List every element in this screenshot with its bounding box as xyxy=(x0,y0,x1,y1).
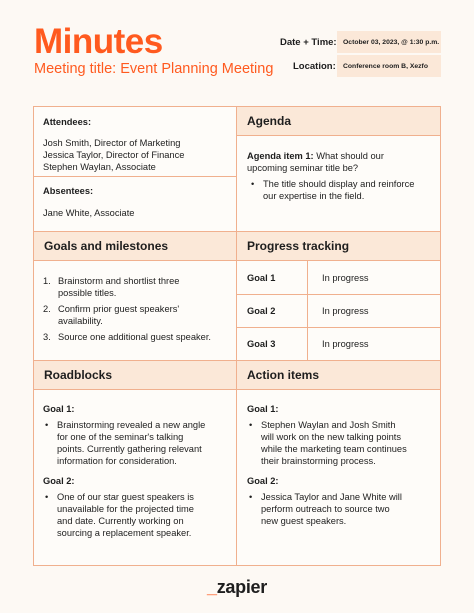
agenda-item-text-2: upcoming seminar title be? xyxy=(247,163,359,173)
progress-heading: Progress tracking xyxy=(237,232,440,260)
actions-heading: Action items xyxy=(237,361,440,389)
action-goal-2-line-1: • Jessica Taylor and Jane White will xyxy=(247,491,402,503)
roadblocks-heading: Roadblocks xyxy=(34,361,236,389)
progress-goal-2: Goal 2 xyxy=(247,306,276,316)
agenda-bullet: • The title should display and reinforce xyxy=(249,178,414,190)
attendee-1: Josh Smith, Director of Marketing xyxy=(43,138,181,148)
progress-goal-1: Goal 1 xyxy=(247,273,276,283)
roadblock-goal-2-line-1: • One of our star guest speakers is xyxy=(43,491,194,503)
roadblock-goal-1-line-2: for one of the seminar's talking xyxy=(57,432,184,442)
section-rule-1 xyxy=(33,231,441,232)
agenda-item-1 xyxy=(247,150,437,162)
action-goal-1-line-2: will work on the new talking points xyxy=(261,432,402,442)
location-label: Location: xyxy=(293,61,336,72)
goal-text-1-cont: possible titles. xyxy=(58,288,117,298)
roadblock-goal-1-line-1: • Brainstorming revealed a new angle xyxy=(43,419,205,431)
datetime-label: Date + Time: xyxy=(280,37,337,48)
logo-wordmark: zapier xyxy=(216,577,267,597)
agenda-item-label: Agenda item 1: xyxy=(247,151,314,161)
roadblock-goal-2-line-3: and date. Currently working on xyxy=(57,516,184,526)
roadblock-goal-2-label: Goal 2: xyxy=(43,476,75,486)
goal-number-1: 1. xyxy=(43,276,51,286)
goal-text-3: Source one additional guest speaker. xyxy=(58,332,211,342)
progress-row-rule-1 xyxy=(237,294,441,295)
agenda-head-rule xyxy=(237,135,441,136)
progress-row-rule-2 xyxy=(237,327,441,328)
action-goal-1-line-1: • Stephen Waylan and Josh Smith xyxy=(247,419,396,431)
goal-item-3 xyxy=(43,331,211,343)
roadblock-goal-2-line-4: sourcing a replacement speaker. xyxy=(57,528,192,538)
location-field: Conference room B, Xezfo xyxy=(337,55,441,77)
action-goal-1-line-4: their brainstorming process. xyxy=(261,456,376,466)
action-goal-1-line-3: while the marketing team continues xyxy=(261,444,407,454)
action-goal-1-label: Goal 1: xyxy=(247,404,279,414)
goal-number-3: 3. xyxy=(43,332,51,342)
section-rule-2 xyxy=(33,360,441,361)
roadblock-goal-1-line-4: information for consideration. xyxy=(57,456,177,466)
progress-status-1: In progress xyxy=(322,273,369,283)
action-goal-2-line-2: perform outreach to source two xyxy=(261,504,390,514)
progress-goal-3: Goal 3 xyxy=(247,339,276,349)
goal-text-1: Brainstorm and shortlist three xyxy=(58,276,180,286)
agenda-heading: Agenda xyxy=(237,107,440,135)
progress-status-2: In progress xyxy=(322,306,369,316)
absentee-1: Jane White, Associate xyxy=(43,208,135,218)
roadblock-goal-2-line-2: unavailable for the projected time xyxy=(57,504,194,514)
logo-underscore: _ xyxy=(207,577,217,597)
absentees-label: Absentees: xyxy=(43,186,94,196)
attendee-3: Stephen Waylan, Associate xyxy=(43,162,156,172)
roadblock-goal-1-line-3: points. Currently gathering relevant xyxy=(57,444,202,454)
goal-text-2-cont: availability. xyxy=(58,316,103,326)
progress-status-3: In progress xyxy=(322,339,369,349)
zapier-logo xyxy=(207,577,267,598)
meeting-title: Meeting title: Event Planning Meeting xyxy=(34,61,274,77)
goal-item-1 xyxy=(43,275,179,287)
goals-heading: Goals and milestones xyxy=(34,232,236,260)
attendee-2: Jessica Taylor, Director of Finance xyxy=(43,150,185,160)
action-goal-2-label: Goal 2: xyxy=(247,476,279,486)
roadblock-goal-1-label: Goal 1: xyxy=(43,404,75,414)
action-goal-2-line-3: new guest speakers. xyxy=(261,516,347,526)
datetime-field: October 03, 2023, @ 1:30 p.m. xyxy=(337,31,441,53)
page-title: Minutes xyxy=(34,22,163,61)
attendees-label: Attendees: xyxy=(43,117,92,127)
column-divider xyxy=(236,106,237,566)
goal-item-2 xyxy=(43,303,179,315)
goal-text-2: Confirm prior guest speakers' xyxy=(58,304,180,314)
attendees-rule xyxy=(33,176,237,177)
goal-number-2: 2. xyxy=(43,304,51,314)
section-head-rule-2 xyxy=(33,389,441,390)
section-head-rule-1 xyxy=(33,260,441,261)
progress-col-rule xyxy=(307,261,308,360)
agenda-bullet-cont: our expertise in the field. xyxy=(263,191,365,201)
agenda-item-text: What should our xyxy=(313,151,384,161)
